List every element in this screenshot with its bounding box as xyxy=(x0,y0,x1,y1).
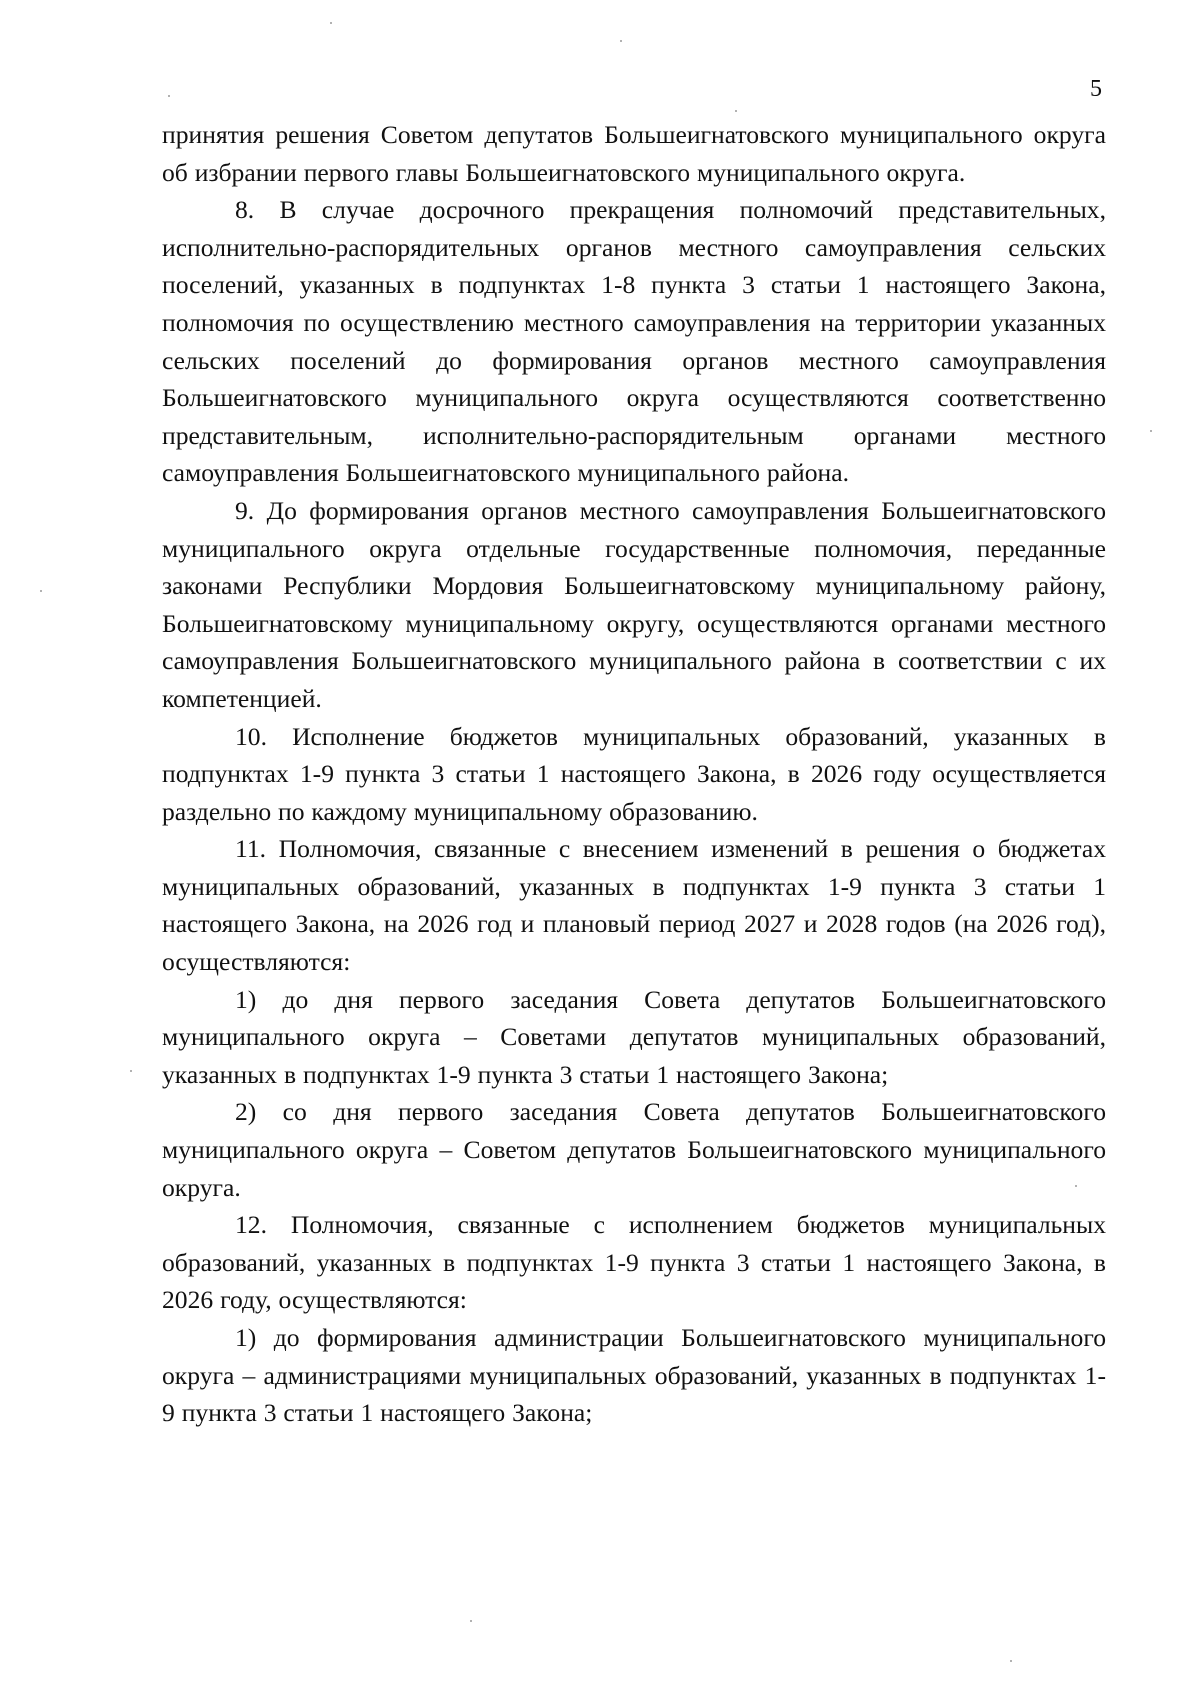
scan-speck xyxy=(470,1620,472,1622)
scan-speck xyxy=(1150,430,1152,432)
page-number: 5 xyxy=(1090,76,1102,102)
scan-speck xyxy=(168,95,170,97)
scan-speck xyxy=(620,40,622,42)
scan-speck xyxy=(330,22,332,24)
paragraph-item-8: 8. В случае досрочного прекращения полномочий представительных, исполнительно-распорядительных органов местного самоуправления сельских поселений, указанных в подпунктах 1-8 пункта 3 статьи 1 настоящего Закона, полномочия по осуществлению местного самоуправления на территории указанных сельских поселений до формирования органов местного самоуправления Большеигнатовского муниципального округа осуществляются соответственно представительным, исполнительно-распорядительным органами местного самоуправления Большеигнатовского муниципального района. xyxy=(162,195,1106,488)
paragraph-item-12-sub-1: 1) до формирования администрации Большеигнатовского муниципального округа – администрациями муниципальных образований, указанных в подпунктах 1-9 пункта 3 статьи 1 настоящего Закона; xyxy=(162,1323,1106,1428)
paragraph-continuation: принятия решения Советом депутатов Большеигнатовского муниципального округа об избрании первого главы Большеигнатовского муниципального округа. xyxy=(162,120,1106,187)
document-body xyxy=(162,116,1106,1432)
paragraph-item-11-sub-2: 2) со дня первого заседания Совета депутатов Большеигнатовского муниципального округа – Советом депутатов Большеигнатовского муниципального округа. xyxy=(162,1097,1106,1202)
paragraph-item-10: 10. Исполнение бюджетов муниципальных образований, указанных в подпунктах 1-9 пункта 3 статьи 1 настоящего Закона, в 2026 году осуществляется раздельно по каждому муниципальному образованию. xyxy=(162,721,1106,826)
scan-speck xyxy=(1075,1185,1077,1187)
scan-speck xyxy=(40,590,42,592)
paragraph-item-12: 12. Полномочия, связанные с исполнением бюджетов муниципальных образований, указанных в подпунктах 1-9 пункта 3 статьи 1 настоящего Закона, в 2026 году, осуществляются: xyxy=(162,1210,1106,1315)
paragraph-item-9: 9. До формирования органов местного самоуправления Большеигнатовского муниципального округа отдельные государственные полномочия, переданные законами Республики Мордовия Большеигнатовскому муниципальному району, Большеигнатовскому муниципальному округу, осуществляются органами местного самоуправления Большеигнатовского муниципального района в соответствии с их компетенцией. xyxy=(162,495,1106,713)
scan-speck xyxy=(735,110,737,112)
scan-speck xyxy=(130,1070,132,1072)
paragraph-item-11: 11. Полномочия, связанные с внесением изменений в решения о бюджетах муниципальных образований, указанных в подпунктах 1-9 пункта 3 статьи 1 настоящего Закона, на 2026 год и плановый период 2027 и 2028 годов (на 2026 год), осуществляются: xyxy=(162,834,1106,977)
paragraph-item-11-sub-1: 1) до дня первого заседания Совета депутатов Большеигнатовского муниципального округа – Советами депутатов муниципальных образований, указанных в подпунктах 1-9 пункта 3 статьи 1 настоящего Закона; xyxy=(162,984,1106,1089)
scan-speck xyxy=(1010,1660,1012,1662)
